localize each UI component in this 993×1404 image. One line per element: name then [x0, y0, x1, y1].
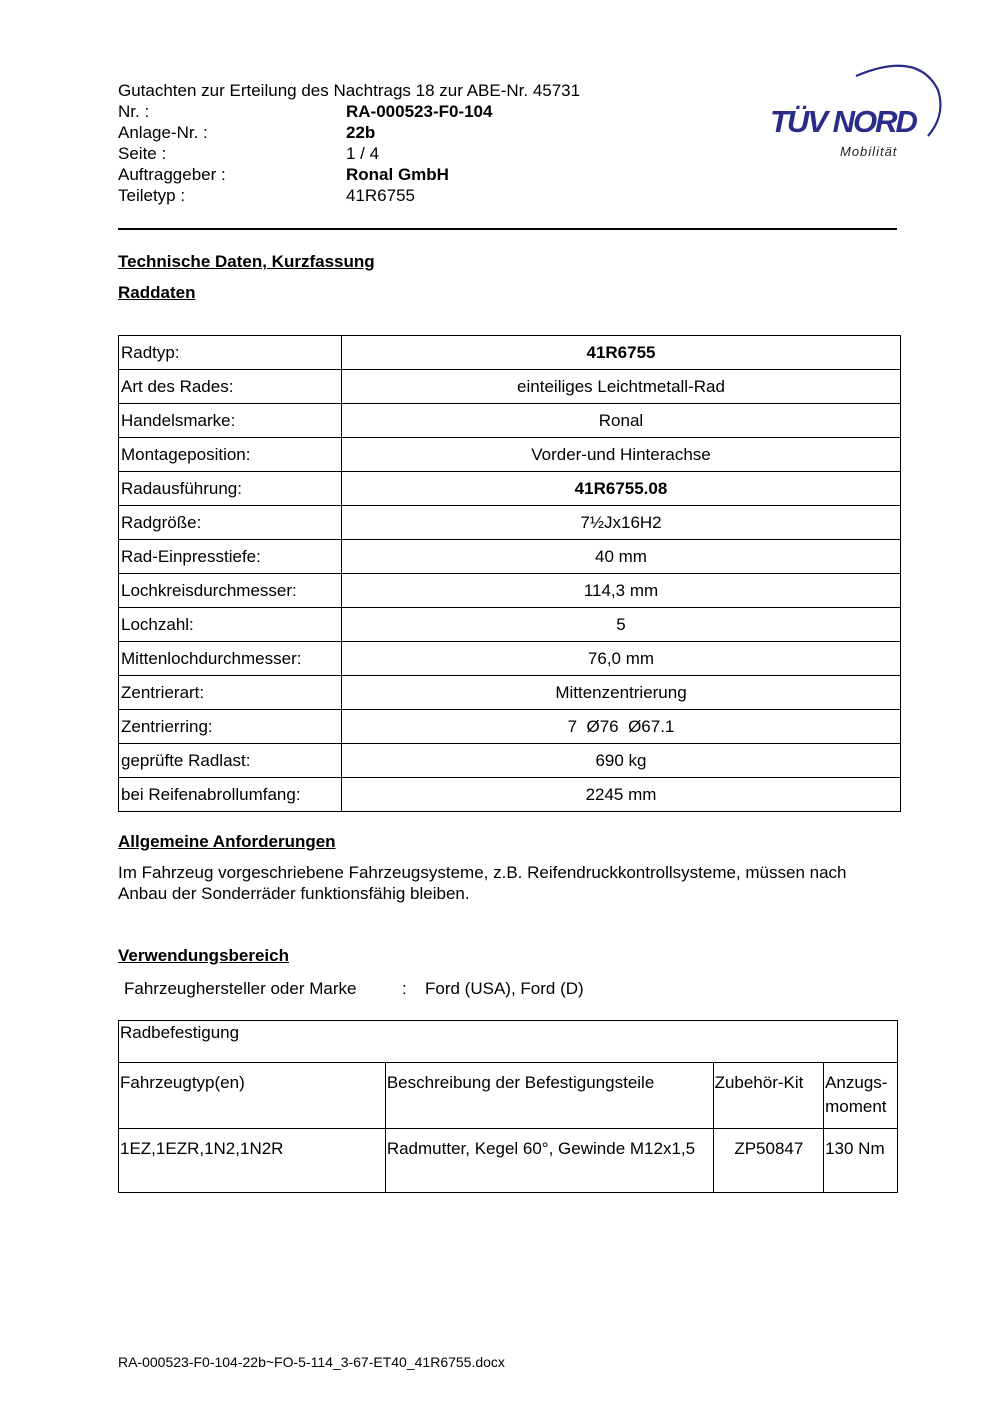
header-label: Anlage-Nr. :	[118, 123, 208, 142]
column-header: Beschreibung der Befestigungsteile	[385, 1063, 713, 1129]
table-cell: 1EZ,1EZR,1N2,1N2R	[119, 1129, 386, 1193]
header-title	[118, 80, 580, 101]
header-label: Teiletyp :	[118, 186, 186, 205]
header-value: 22b	[346, 123, 376, 142]
table-row	[119, 744, 901, 778]
raddaten-value: Ronal	[342, 404, 901, 438]
footer-filename: RA-000523-F0-104-22b~FO-5-114_3-67-ET40_41R6755.docx	[118, 1354, 505, 1370]
raddaten-value: 690 kg	[342, 744, 901, 778]
header-label: Auftraggeber :	[118, 165, 226, 184]
raddaten-key: Radausführung:	[119, 472, 342, 506]
heading-raddaten: Raddaten	[118, 283, 196, 302]
heading-allgemeine-anforderungen: Allgemeine Anforderungen	[118, 832, 336, 851]
table-row	[119, 778, 901, 812]
raddaten-value: 5	[342, 608, 901, 642]
table-row	[119, 336, 901, 370]
header-value: 1 / 4	[346, 144, 380, 163]
table-cell: 130 Nm	[824, 1129, 898, 1193]
raddaten-key: Lochzahl:	[119, 608, 342, 642]
raddaten-value: einteiliges Leichtmetall-Rad	[342, 370, 901, 404]
raddaten-value: Mittenzentrierung	[342, 676, 901, 710]
hersteller-line	[124, 978, 584, 999]
raddaten-value: 76,0 mm	[342, 642, 901, 676]
raddaten-key: Lochkreisdurchmesser:	[119, 574, 342, 608]
table-row	[119, 370, 901, 404]
radbefestigung-table	[118, 1020, 898, 1193]
raddaten-value: 2245 mm	[342, 778, 901, 812]
header-row-nr	[118, 101, 618, 122]
raddaten-key: Art des Rades:	[119, 370, 342, 404]
table-cell: Radmutter, Kegel 60°, Gewinde M12x1,5	[385, 1129, 713, 1193]
header-divider	[118, 228, 897, 230]
table-row	[119, 506, 901, 540]
header-row-seite	[118, 143, 618, 164]
header-row-auftraggeber	[118, 164, 618, 185]
raddaten-table	[118, 335, 901, 812]
hersteller-value: Ford (USA), Ford (D)	[425, 979, 584, 998]
header-label: Nr. :	[118, 102, 150, 121]
table-row	[119, 710, 901, 744]
logo-brand: TÜV NORD	[770, 104, 916, 139]
table-row	[119, 404, 901, 438]
table-row	[119, 472, 901, 506]
heading-technische-daten: Technische Daten, Kurzfassung	[118, 252, 375, 271]
radbefestigung-title: Radbefestigung	[119, 1021, 898, 1063]
anzugsmoment-header: Anzugs- moment	[825, 1073, 888, 1116]
raddaten-value: 40 mm	[342, 540, 901, 574]
raddaten-key: Rad-Einpresstiefe:	[119, 540, 342, 574]
table-row	[119, 642, 901, 676]
raddaten-value: 114,3 mm	[342, 574, 901, 608]
hersteller-label: Fahrzeughersteller oder Marke	[124, 979, 357, 998]
header-value: RA-000523-F0-104	[346, 102, 493, 121]
table-row	[119, 676, 901, 710]
logo-subtitle: Mobilität	[840, 144, 898, 159]
raddaten-value: 41R6755	[342, 336, 901, 370]
table-row	[119, 540, 901, 574]
column-header	[824, 1063, 898, 1129]
raddaten-key: Zentrierart:	[119, 676, 342, 710]
raddaten-key: Handelsmarke:	[119, 404, 342, 438]
report-title: Gutachten zur Erteilung des Nachtrags 18 zur ABE-Nr. 45731	[118, 81, 581, 100]
raddaten-key: Radgröße:	[119, 506, 342, 540]
tuev-nord-logo	[768, 60, 944, 164]
raddaten-key: Radtyp:	[119, 336, 342, 370]
allgemeine-text: Im Fahrzeug vorgeschriebene Fahrzeugsysteme, z.B. Reifendruckkontrollsysteme, müssen nach Anbau der Sonderräder funktionsfähig bleiben.	[118, 863, 847, 903]
raddaten-key: Montageposition:	[119, 438, 342, 472]
header-value: Ronal GmbH	[346, 165, 449, 184]
raddaten-value: 7 Ø76 Ø67.1	[342, 710, 901, 744]
column-header: Zubehör-Kit	[713, 1063, 824, 1129]
table-row	[119, 574, 901, 608]
table-row	[119, 438, 901, 472]
raddaten-value: Vorder-und Hinterachse	[342, 438, 901, 472]
header-row-teiletyp	[118, 185, 618, 206]
hersteller-separator: :	[402, 979, 407, 998]
raddaten-value: 7½Jx16H2	[342, 506, 901, 540]
header-label: Seite :	[118, 144, 167, 163]
raddaten-key: Mittenlochdurchmesser:	[119, 642, 342, 676]
table-cell: ZP50847	[713, 1129, 824, 1193]
header-value: 41R6755	[346, 186, 416, 205]
column-header: Fahrzeugtyp(en)	[119, 1063, 386, 1129]
table-row	[119, 608, 901, 642]
raddaten-key: Zentrierring:	[119, 710, 342, 744]
header-row-anlage	[118, 122, 618, 143]
raddaten-key: geprüfte Radlast:	[119, 744, 342, 778]
raddaten-value: 41R6755.08	[342, 472, 901, 506]
raddaten-key: bei Reifenabrollumfang:	[119, 778, 342, 812]
heading-verwendungsbereich: Verwendungsbereich	[118, 946, 289, 965]
